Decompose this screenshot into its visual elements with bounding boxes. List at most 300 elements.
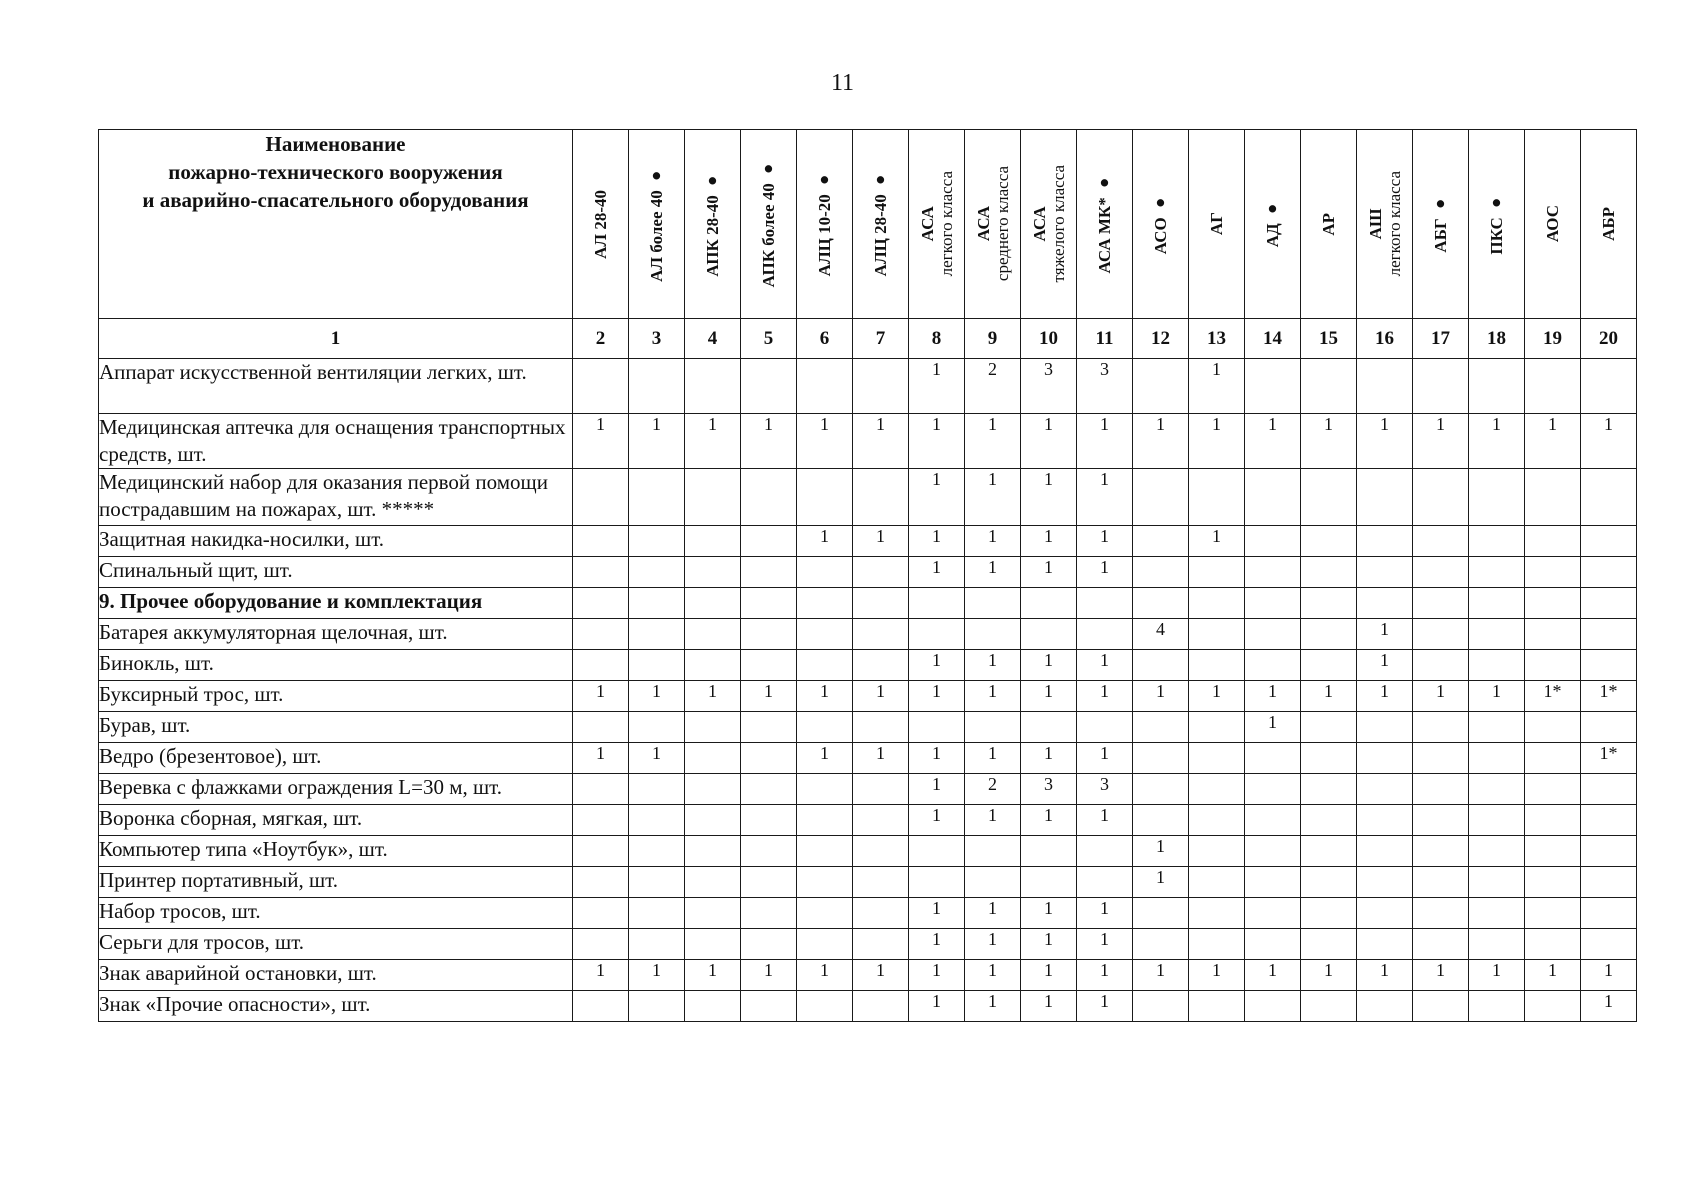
table-cell (1525, 774, 1581, 805)
table-cell (1581, 836, 1637, 867)
column-header-label (1151, 194, 1170, 254)
table-row (99, 836, 1637, 867)
table-cell (1413, 557, 1469, 588)
table-cell: 2 (965, 359, 1021, 414)
table-cell (797, 557, 853, 588)
table-cell: 1 (909, 414, 965, 469)
table-cell (629, 712, 685, 743)
table-cell: 1 (1581, 960, 1637, 991)
table-cell: 1 (1469, 681, 1525, 712)
table-cell (685, 712, 741, 743)
column-header-label (974, 166, 1012, 281)
table-cell (1133, 359, 1189, 414)
table-cell: 1 (965, 743, 1021, 774)
table-cell (1077, 619, 1133, 650)
table-cell (1413, 359, 1469, 414)
table-cell: 1 (965, 805, 1021, 836)
table-cell (965, 619, 1021, 650)
table-cell (1133, 805, 1189, 836)
table-cell: 1 (965, 898, 1021, 929)
table-cell (1581, 359, 1637, 414)
column-header (685, 130, 741, 319)
table-cell (1133, 526, 1189, 557)
table-cell: 1 (1189, 414, 1245, 469)
table-cell: 1 (1413, 960, 1469, 991)
table-cell (1357, 359, 1413, 414)
table-cell (1581, 588, 1637, 619)
table-cell (573, 836, 629, 867)
table-cell (685, 743, 741, 774)
column-header-label-line: АСО ● (1151, 193, 1170, 255)
table-cell (1189, 743, 1245, 774)
table-cell: 1 (1021, 898, 1077, 929)
table-cell: 3 (1021, 359, 1077, 414)
table-cell (1077, 588, 1133, 619)
table-cell (1021, 712, 1077, 743)
table-cell: 1 (1525, 414, 1581, 469)
table-cell (1469, 898, 1525, 929)
column-number: 2 (573, 319, 629, 359)
table-row (99, 805, 1637, 836)
equipment-table (98, 129, 1637, 1022)
header-row (99, 130, 1637, 319)
table-cell: 1 (1357, 619, 1413, 650)
table-cell (573, 712, 629, 743)
table-cell: 1 (685, 681, 741, 712)
column-header-label (815, 171, 834, 276)
table-cell (685, 588, 741, 619)
table-cell (573, 557, 629, 588)
table-cell (965, 588, 1021, 619)
item-name: Веревка с флажками ограждения L=30 м, шт. (99, 774, 573, 805)
table-cell (1413, 805, 1469, 836)
column-header-label-line: ПКС ● (1487, 193, 1506, 255)
table-cell (685, 774, 741, 805)
table-cell (1525, 712, 1581, 743)
table-cell (1189, 805, 1245, 836)
table-cell (1525, 867, 1581, 898)
column-number-1: 1 (99, 319, 573, 359)
table-cell (1245, 898, 1301, 929)
table-cell (685, 469, 741, 526)
table-cell (1021, 867, 1077, 898)
column-header (1525, 130, 1581, 319)
table-cell (1301, 557, 1357, 588)
table-cell (1413, 526, 1469, 557)
table-cell: 1 (1133, 867, 1189, 898)
table-cell (1581, 712, 1637, 743)
table-cell (1413, 991, 1469, 1022)
table-cell: 1 (1581, 414, 1637, 469)
table-cell: 1 (1581, 991, 1637, 1022)
section-row (99, 588, 1637, 619)
table-cell (1581, 469, 1637, 526)
table-cell (1469, 774, 1525, 805)
column-number: 15 (1301, 319, 1357, 359)
table-cell (629, 836, 685, 867)
table-cell: 1 (1021, 557, 1077, 588)
table-cell: 1 (1301, 414, 1357, 469)
table-cell (1413, 898, 1469, 929)
table-cell: 1 (1133, 414, 1189, 469)
table-cell: 1 (573, 743, 629, 774)
table-cell (685, 929, 741, 960)
item-name: Ведро (брезентовое), шт. (99, 743, 573, 774)
table-cell: 1 (1357, 960, 1413, 991)
table-cell (685, 867, 741, 898)
table-cell (1245, 526, 1301, 557)
table-cell: 1 (1357, 650, 1413, 681)
table-cell (797, 805, 853, 836)
table-cell (629, 774, 685, 805)
table-cell (797, 774, 853, 805)
table-cell (965, 867, 1021, 898)
column-header-label-line: АПК более 40 ● (759, 160, 778, 288)
table-cell: 1 (965, 929, 1021, 960)
table-cell: 1 (965, 526, 1021, 557)
item-name: Компьютер типа «Ноутбук», шт. (99, 836, 573, 867)
table-cell (1301, 867, 1357, 898)
table-cell (853, 588, 909, 619)
table-row (99, 867, 1637, 898)
table-row (99, 712, 1637, 743)
table-cell (685, 557, 741, 588)
table-cell (685, 805, 741, 836)
table-cell: 1 (1133, 681, 1189, 712)
table-cell (797, 867, 853, 898)
table-cell (1469, 469, 1525, 526)
table-cell (741, 929, 797, 960)
table-cell: 1 (853, 414, 909, 469)
table-cell (629, 619, 685, 650)
table-cell (853, 774, 909, 805)
table-cell (685, 526, 741, 557)
table-cell (741, 991, 797, 1022)
column-header-label (759, 160, 778, 287)
table-cell (1301, 526, 1357, 557)
table-cell (1469, 836, 1525, 867)
table-cell (1245, 991, 1301, 1022)
table-cell (1133, 898, 1189, 929)
item-name: Медицинский набор для оказания первой помощи пострадавшим на пожарах, шт. ***** (99, 469, 573, 526)
table-cell (573, 805, 629, 836)
table-cell: 3 (1077, 359, 1133, 414)
table-cell (741, 619, 797, 650)
column-number: 18 (1469, 319, 1525, 359)
table-cell (853, 898, 909, 929)
column-header-label-line: АГ (1207, 212, 1226, 236)
table-cell (1525, 836, 1581, 867)
table-cell (1525, 929, 1581, 960)
table-cell: 1 (1021, 650, 1077, 681)
table-cell: 1 (1021, 960, 1077, 991)
table-cell: 4 (1133, 619, 1189, 650)
table-cell: 1 (1133, 960, 1189, 991)
table-cell: 1 (685, 960, 741, 991)
table-cell: 1 (1021, 991, 1077, 1022)
table-cell (1525, 526, 1581, 557)
table-cell (1413, 588, 1469, 619)
table-cell (1413, 929, 1469, 960)
item-name: Знак «Прочие опасности», шт. (99, 991, 573, 1022)
column-header-label-line: АЛ 28-40 (591, 189, 610, 259)
column-header-label (1487, 194, 1506, 255)
table-cell (1357, 557, 1413, 588)
item-name: Защитная накидка-носилки, шт. (99, 526, 573, 557)
table-cell (1301, 650, 1357, 681)
name-header-line-1: Наименование (265, 132, 406, 156)
table-cell: 1 (1077, 743, 1133, 774)
column-header-label (1366, 171, 1404, 276)
table-cell (1581, 867, 1637, 898)
table-cell (1357, 991, 1413, 1022)
table-cell (1245, 867, 1301, 898)
table-cell: 1 (1189, 681, 1245, 712)
table-cell (1133, 712, 1189, 743)
table-cell (1525, 469, 1581, 526)
item-name: Спинальный щит, шт. (99, 557, 573, 588)
table-cell: 1 (629, 681, 685, 712)
table-cell (1189, 619, 1245, 650)
table-cell (573, 359, 629, 414)
table-cell (1301, 469, 1357, 526)
table-cell: 1 (1077, 805, 1133, 836)
table-row (99, 929, 1637, 960)
table-cell (1357, 836, 1413, 867)
table-cell (1525, 743, 1581, 774)
table-cell: 1 (1189, 359, 1245, 414)
table-row (99, 526, 1637, 557)
table-cell (853, 469, 909, 526)
column-header (797, 130, 853, 319)
table-cell: 1 (853, 681, 909, 712)
table-cell (1189, 557, 1245, 588)
column-header-label (1543, 205, 1562, 242)
table-cell (1413, 867, 1469, 898)
table-cell: 1 (965, 650, 1021, 681)
table-cell (685, 359, 741, 414)
table-cell (1525, 359, 1581, 414)
table-cell (797, 359, 853, 414)
table-cell: 1 (797, 960, 853, 991)
table-cell: 1 (965, 991, 1021, 1022)
table-cell (1581, 557, 1637, 588)
column-header (1357, 130, 1413, 319)
table-cell (1301, 898, 1357, 929)
table-cell: 1 (1021, 526, 1077, 557)
table-cell (797, 619, 853, 650)
table-cell (1189, 712, 1245, 743)
table-cell: 1 (1021, 805, 1077, 836)
table-cell (1469, 805, 1525, 836)
table-cell (1469, 619, 1525, 650)
table-cell (741, 774, 797, 805)
table-cell (1469, 359, 1525, 414)
table-cell (909, 867, 965, 898)
table-cell: 1 (965, 681, 1021, 712)
table-cell (629, 867, 685, 898)
table-cell (853, 359, 909, 414)
table-cell (1301, 774, 1357, 805)
table-cell (1469, 526, 1525, 557)
table-cell (909, 619, 965, 650)
table-cell: 1 (741, 681, 797, 712)
table-cell (1077, 867, 1133, 898)
column-header-label-line: легкого класса (1384, 171, 1404, 277)
table-cell (1413, 712, 1469, 743)
table-cell (685, 650, 741, 681)
table-cell (853, 929, 909, 960)
table-cell: 1 (797, 414, 853, 469)
table-cell (1525, 619, 1581, 650)
table-cell (629, 650, 685, 681)
table-cell (1133, 557, 1189, 588)
table-cell (1301, 805, 1357, 836)
table-cell (1133, 743, 1189, 774)
table-cell: 1 (1077, 557, 1133, 588)
table-cell: 1 (573, 960, 629, 991)
column-header (1581, 130, 1637, 319)
column-header (1245, 130, 1301, 319)
table-cell (1077, 712, 1133, 743)
table-cell (1301, 619, 1357, 650)
table-cell: 1 (685, 414, 741, 469)
column-header-label-line: АЛЦ 10-20 ● (815, 171, 834, 277)
column-number: 9 (965, 319, 1021, 359)
table-cell: 1 (909, 991, 965, 1022)
table-cell (741, 712, 797, 743)
table-cell: 1 (1021, 469, 1077, 526)
column-header (1077, 130, 1133, 319)
item-name: Принтер портативный, шт. (99, 867, 573, 898)
table-cell (741, 359, 797, 414)
column-number: 8 (909, 319, 965, 359)
table-cell: 1 (965, 557, 1021, 588)
table-cell (573, 650, 629, 681)
table-cell (1021, 588, 1077, 619)
column-header (1021, 130, 1077, 319)
table-row (99, 681, 1637, 712)
table-cell (797, 898, 853, 929)
table-cell (741, 588, 797, 619)
table-cell (1469, 867, 1525, 898)
table-body (99, 359, 1637, 1022)
table-cell (1021, 619, 1077, 650)
table-cell (853, 991, 909, 1022)
table-cell (1245, 619, 1301, 650)
column-number: 19 (1525, 319, 1581, 359)
table-cell: 1 (909, 650, 965, 681)
table-cell (1245, 743, 1301, 774)
table-cell (1357, 774, 1413, 805)
table-cell: 1 (1133, 836, 1189, 867)
table-cell (1301, 991, 1357, 1022)
table-cell (1189, 867, 1245, 898)
column-header (741, 130, 797, 319)
column-header-label (918, 171, 956, 276)
table-cell (797, 712, 853, 743)
table-cell (1189, 929, 1245, 960)
table-cell (1357, 929, 1413, 960)
table-cell: 1 (1189, 960, 1245, 991)
table-cell (741, 867, 797, 898)
item-name: Буксирный трос, шт. (99, 681, 573, 712)
table-cell (797, 588, 853, 619)
table-cell (741, 743, 797, 774)
table-cell: 1 (1077, 898, 1133, 929)
column-header (1133, 130, 1189, 319)
column-header-label-line: АСА (1029, 206, 1049, 242)
table-cell (573, 526, 629, 557)
table-cell (797, 469, 853, 526)
table-cell (853, 557, 909, 588)
table-cell: 1 (909, 929, 965, 960)
table-cell: 1 (909, 898, 965, 929)
column-header-label-line: АД ● (1263, 200, 1282, 248)
column-header-label-line: АЛЦ 28-40 ● (871, 171, 890, 277)
table-cell: 1 (797, 743, 853, 774)
table-cell: 1 (1413, 414, 1469, 469)
table-cell: 1 (909, 681, 965, 712)
column-header-label-line: АБР (1599, 207, 1618, 241)
column-header (573, 130, 629, 319)
column-number: 12 (1133, 319, 1189, 359)
column-header-label-line: АЛ более 40 ● (647, 166, 666, 282)
table-cell (1413, 650, 1469, 681)
column-number: 3 (629, 319, 685, 359)
table-cell (1021, 836, 1077, 867)
table-row (99, 619, 1637, 650)
table-cell: 1 (909, 526, 965, 557)
table-cell (1581, 619, 1637, 650)
table-cell (1245, 588, 1301, 619)
table-row (99, 414, 1637, 469)
column-header-label-line: АР (1319, 212, 1338, 236)
table-cell (629, 929, 685, 960)
table-cell (1525, 991, 1581, 1022)
table-cell: 1 (1245, 414, 1301, 469)
column-header-label (1207, 212, 1226, 235)
item-name: Серьги для тросов, шт. (99, 929, 573, 960)
name-header-line-3: и аварийно-спасательного оборудования (142, 188, 529, 212)
table-cell: 1 (909, 359, 965, 414)
table-cell (1133, 588, 1189, 619)
table-cell (573, 898, 629, 929)
table-row (99, 774, 1637, 805)
table-cell (629, 469, 685, 526)
column-header-label (1599, 207, 1618, 241)
column-header (853, 130, 909, 319)
column-header (1469, 130, 1525, 319)
column-header (1301, 130, 1357, 319)
name-header-line-2: пожарно-технического вооружения (168, 160, 503, 184)
table-cell (629, 588, 685, 619)
table-cell: 1 (909, 774, 965, 805)
column-number: 4 (685, 319, 741, 359)
table-cell: 1 (1021, 929, 1077, 960)
table-cell: 1 (629, 960, 685, 991)
column-header-label-line: легкого класса (936, 171, 956, 277)
table-cell: 1 (1245, 712, 1301, 743)
table-cell: 1 (909, 743, 965, 774)
table-cell (1245, 774, 1301, 805)
table-cell (1581, 898, 1637, 929)
section-title: 9. Прочее оборудование и комплектация (99, 588, 573, 619)
table-cell (1413, 619, 1469, 650)
table-cell (573, 991, 629, 1022)
table-cell (1133, 929, 1189, 960)
table-cell (853, 805, 909, 836)
